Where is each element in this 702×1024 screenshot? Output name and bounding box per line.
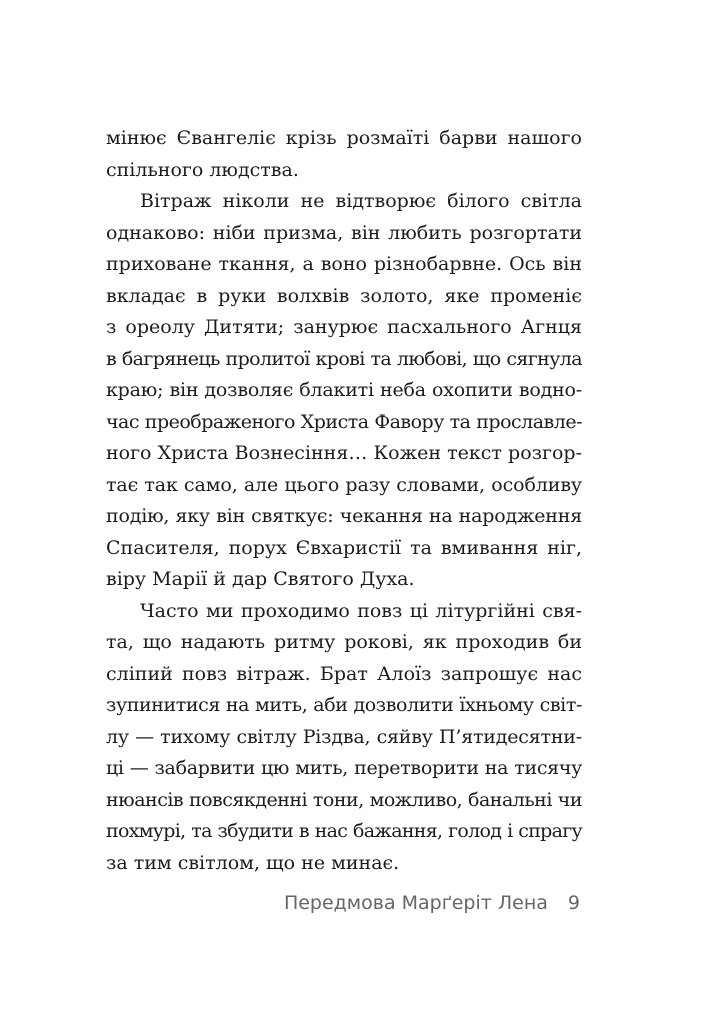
text-line: зупинитися на мить, аби дозволити їхньому світ- xyxy=(106,694,582,716)
text-line: похмурі, та збудити в нас бажання, голод і спрагу xyxy=(106,820,582,842)
text-line: віру Марії й дар Святого Духа. xyxy=(106,568,415,590)
text-line: лу — тихому світлу Різдва, сяйву П’ятидесятни- xyxy=(106,725,582,748)
text-line: Часто ми проходимо повз ці літургійні свя- xyxy=(140,599,582,622)
text-line: тає так само, але цього разу словами, особливу xyxy=(106,473,582,496)
paragraph xyxy=(106,186,582,596)
body-text xyxy=(106,123,582,879)
text-line: з ореолу Дитяти; занурює пасхального Агнця xyxy=(106,316,582,338)
text-line: нюансів повсякденні тони, можливо, банальні чи xyxy=(106,788,582,811)
text-line: спільного людства. xyxy=(106,158,299,181)
text-line: та, що надають ритму рокові, як проходив би xyxy=(106,631,582,653)
text-line: краю; він дозволяє блакиті неба охопити водно- xyxy=(106,379,582,401)
page-footer xyxy=(284,888,580,918)
paragraph xyxy=(106,596,582,880)
text-line: приховане ткання, а воно різнобарвне. Ось він xyxy=(106,253,582,275)
text-line: подію, яку він святкує: чекання на народження xyxy=(106,505,582,527)
page-number: 9 xyxy=(567,892,580,914)
text-line: вкладає в руки волхвів золото, яке променіє xyxy=(106,284,582,307)
text-line: Вітраж ніколи не відтворює білого світла xyxy=(140,190,582,212)
text-line: ного Христа Вознесіння… Кожен текст розгор- xyxy=(106,442,582,464)
text-line: ці — забарвити цю мить, перетворити на тисячу xyxy=(106,757,582,779)
paragraph xyxy=(106,123,582,186)
text-line: Спасителя, порух Євхаристії та вмивання ніг, xyxy=(106,536,582,559)
text-line: сліпий повз вітраж. Брат Алоїз запрошує нас xyxy=(106,662,582,685)
text-line: за тим світлом, що не минає. xyxy=(106,851,400,874)
running-title: Передмова Марґеріт Лена xyxy=(283,892,548,914)
text-line: однаково: ніби призма, він любить розгортати xyxy=(106,221,582,244)
text-line: час преображеного Христа Фавору та прославле- xyxy=(106,410,582,433)
text-line: в багрянець пролитої крові та любові, що сягнула xyxy=(106,347,582,370)
text-line: мінює Євангеліє крізь розмаїті барви нашого xyxy=(106,127,582,149)
